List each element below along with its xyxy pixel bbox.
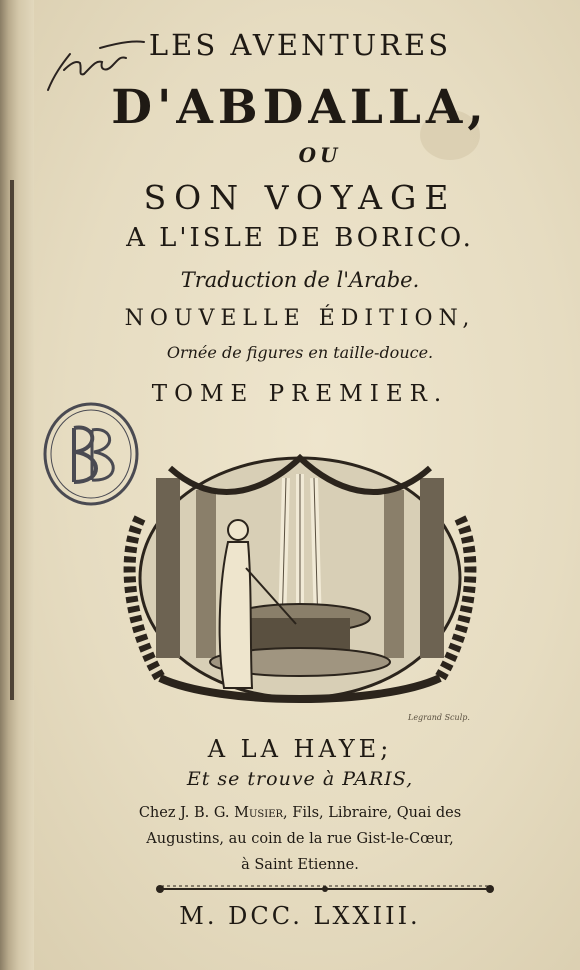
main-title: D'ABDALLA, — [111, 80, 489, 135]
binding-edge-shadow — [10, 180, 14, 700]
imprint-location: à Saint Etienne. — [241, 857, 359, 873]
engraver-credit: Legrand Sculp. — [408, 713, 470, 722]
subtitle-line-1: SON VOYAGE — [143, 178, 457, 217]
printer-name: Musier — [234, 805, 284, 821]
imprint-address: Augustins, au coin de la rue Gist-le-Cœur, — [146, 831, 454, 847]
edition-line: NOUVELLE ÉDITION, — [124, 306, 476, 331]
binding-gutter — [0, 0, 34, 970]
imprint-also: Et se trouve à PARIS, — [186, 768, 414, 790]
engraved-vignette — [100, 438, 500, 718]
volume-line: TOME PREMIER. — [151, 381, 449, 407]
title-line-1: LES AVENTURES — [148, 28, 452, 62]
printer-suffix: , Fils, Libraire, Quai des — [283, 805, 462, 821]
imprint-place: A LA HAYE; — [207, 735, 393, 763]
publication-date: M. DCC. LXXIII. — [179, 902, 421, 930]
imprint-printer — [40, 805, 560, 821]
subtitle-line-2: A L'ISLE DE BORICO. — [126, 223, 474, 253]
illustration-note: Ornée de figures en taille-douce. — [166, 343, 434, 362]
ornamental-rule — [155, 882, 495, 896]
title-conjunction: OU — [298, 143, 342, 167]
printer-prefix: Chez J. B. G. — [138, 805, 235, 821]
translation-note: Traduction de l'Arabe. — [180, 268, 420, 292]
